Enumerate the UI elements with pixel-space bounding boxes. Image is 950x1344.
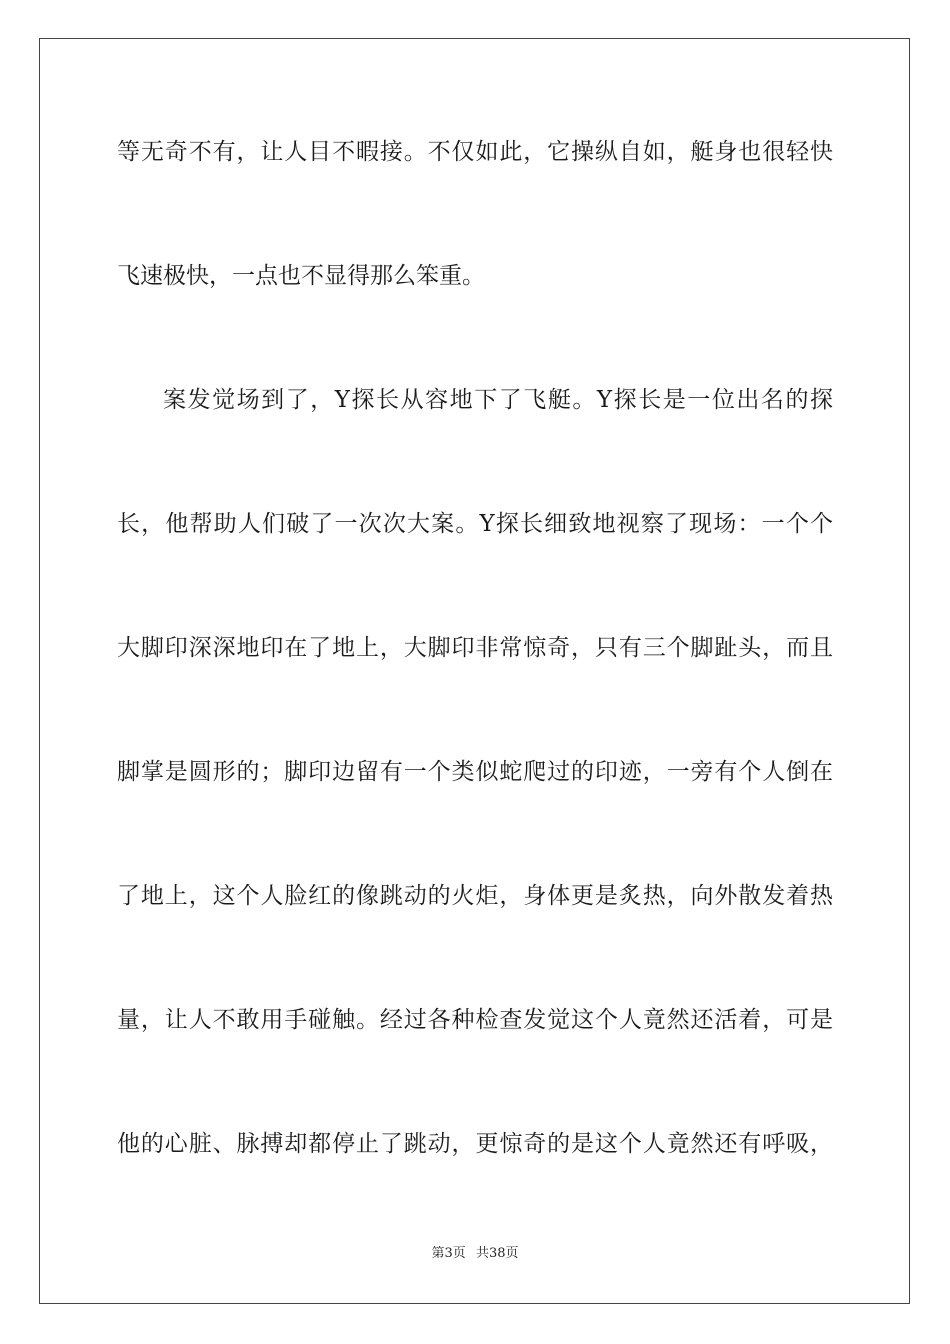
paragraph-line: 了地上，这个人脸红的像跳动的火炬，身体更是炙热，向外散发着热	[117, 883, 833, 909]
paragraph-line: 案发觉场到了，Y探长从容地下了飞艇。Y探长是一位出名的探	[163, 387, 833, 413]
paragraph-line: 长，他帮助人们破了一次次大案。Y探长细致地视察了现场：一个个	[117, 511, 833, 537]
paragraph-line: 等无奇不有，让人目不暇接。不仅如此，它操纵自如，艇身也很轻快	[117, 139, 833, 165]
total-pages: 共38页	[475, 1246, 519, 1261]
paragraph-line: 飞速极快，一点也不显得那么笨重。	[117, 263, 485, 289]
paragraph-line: 量，让人不敢用手碰触。经过各种检查发觉这个人竟然还活着，可是	[117, 1007, 833, 1033]
paragraph-line: 大脚印深深地印在了地上，大脚印非常惊奇，只有三个脚趾头，而且	[117, 635, 833, 661]
paragraph-line: 他的心脏、脉搏却都停止了跳动，更惊奇的是这个人竟然还有呼吸，	[117, 1131, 833, 1157]
page-footer	[0, 1245, 950, 1263]
page-number: 第3页	[431, 1246, 466, 1261]
paragraph-line: 脚掌是圆形的；脚印边留有一个类似蛇爬过的印迹，一旁有个人倒在	[117, 759, 833, 785]
page-border	[39, 38, 910, 1304]
